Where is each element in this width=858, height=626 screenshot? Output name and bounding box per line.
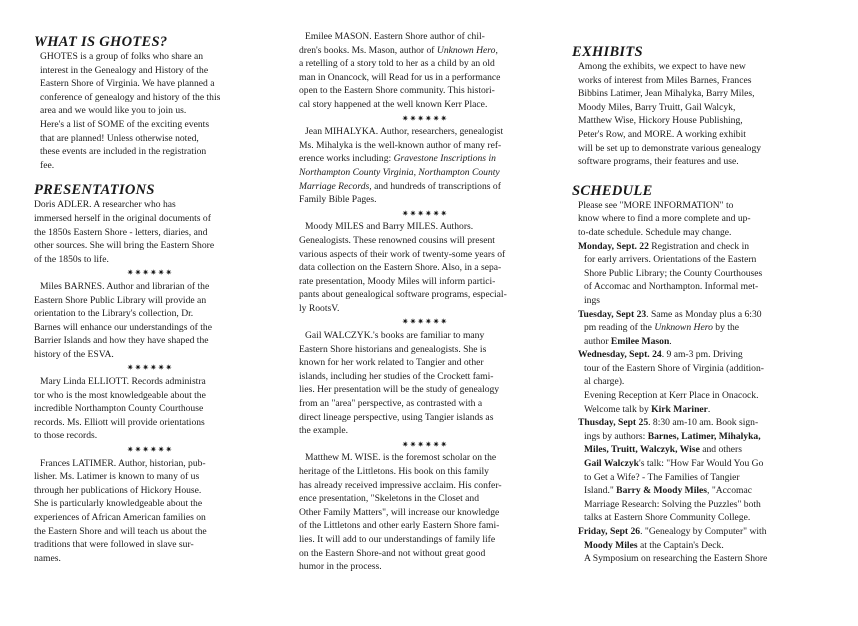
separator-stars: ✷✷✷✷✷✷ bbox=[126, 268, 174, 278]
schedule-intro: Please see "MORE INFORMATION" to know where to find a more complete and up- to-date schedule. Schedule may change. bbox=[578, 199, 751, 238]
presenter-miles: Moody MILES and Barry MILES. Authors. Genealogists. These renowned cousins will present various aspects of their work of twenty-some years of data collection on the Eastern Shore. Also, in a sepa- rate presentation, Moody Miles will inform partici- pants about genealogical software programs, especial- ly RootsV. bbox=[299, 221, 507, 314]
presenter-mihalyka: Jean MIHALYKA. Author, researchers, genealogist Ms. Mihalyka is the well-known author of many ref- erence works including: Gravestone Inscriptions in Northampton County Virginia, Northampton County Marriage Records, and hundreds of transcriptions of Family Bible Pages. bbox=[299, 126, 504, 206]
separator-stars: ✷✷✷✷✷✷ bbox=[401, 113, 449, 123]
exhibits-paragraph: Among the exhibits, we expect to have new works of interest from Miles Barnes, Frances Bibbins Latimer, Jean Mihalyka, Barry Miles, Moody Miles, Barry Truitt, Gail Walcyk, Matthew Wise, Hickory House Publishing, Peter's Row, and MORE. A working exhibit will be set up to demonstrate various genealogy software programs, their features and use. bbox=[578, 61, 762, 168]
schedule-thursday: Thusday, Sept 25. 8:30 am-10 am. Book sign- ings by authors: Barnes, Latimer, Mihalyka, Miles, Truitt, Walczyk, Wise and others Gail Walczyk's talk: "How Far Would You Go to Get a Wife? - The Families of Tangier Island." Barry & Moody Miles, "Accomac Marriage Research: Solving the Puzzles" both talks at Eastern Shore Community College. bbox=[578, 417, 764, 524]
heading-schedule: SCHEDULE bbox=[572, 182, 653, 199]
separator-stars: ✷✷✷✷✷✷ bbox=[401, 439, 449, 449]
heading-presentations: PRESENTATIONS bbox=[34, 182, 155, 199]
presenter-wise: Matthew M. WISE. is the foremost scholar on the heritage of the Littletons. His book on this family has already received impressive acclaim. His confer- ence presentation, "Skeletons in the Closet and Other Family Matters", will increase our knowledge of the Littletons and other early Eastern Shore fami- lies. It will add to our understandings of family life on the Eastern Shore-and not without great good humor in the process. bbox=[299, 452, 502, 573]
schedule-monday: Monday, Sept. 22 Registration and check in for early arrivers. Orientations of the Eastern Shore Public Library; the County Courthouses of Accomac and Northampton. Informal met- ings bbox=[578, 240, 763, 306]
presenter-mason: Emilee MASON. Eastern Shore author of chil- dren's books. Ms. Mason, author of Unknown Hero, a retelling of a story told to her as a child by an old man in Onancock, will Read for us in a performance open to the Eastern Shore community. This histori- cal story happened at the well known Kerr Place. bbox=[299, 31, 501, 110]
column-middle bbox=[299, 30, 551, 574]
separator-stars: ✷✷✷✷✷✷ bbox=[126, 363, 174, 373]
schedule-friday: Friday, Sept 26. "Genealogy by Computer" with Moody Miles at the Captain's Deck. A Symposium on researching the Eastern Shore bbox=[578, 526, 768, 565]
heading-what-is-ghotes: WHAT IS GHOTES? bbox=[34, 34, 168, 50]
presenter-barnes: Miles BARNES. Author and librarian of the Eastern Shore Public Library will provide an orientation to the Library's collection, Dr. Barnes will enhance our understandings of the Barrier Islands and how they have shaped the history of the ESVA. bbox=[34, 280, 212, 360]
heading-exhibits: EXHIBITS bbox=[572, 44, 643, 60]
separator-stars: ✷✷✷✷✷✷ bbox=[126, 445, 174, 455]
column-right bbox=[572, 44, 786, 566]
presenter-elliott: Mary Linda ELLIOTT. Records administra tor who is the most knowledgeable about the incredible Northampton County Courthouse records. Ms. Elliott will provide orientations to those records. bbox=[34, 376, 206, 442]
presenter-walczyk: Gail WALCZYK.'s books are familiar to many Eastern Shore historians and genealogists. She is known for her work related to Tangier and other islands, including her studies of the Crockett fami- lies. Her presentation will be the study of genealogy from an "area" perspective, as contrasted with a direct lineage perspective, using Tangier islands as the example. bbox=[299, 330, 500, 437]
presenter-adler: Doris ADLER. A researcher who has immersed herself in the original documents of the 1850s Eastern Shore - letters, diaries, and other sources. She will bring the Eastern Shore of the 1850s to life. bbox=[34, 199, 215, 265]
intro-paragraph: GHOTES is a group of folks who share an interest in the Genealogy and History of the Eastern Shore of Virginia. We have planned a conference of genealogy and history of the this area and we would like you to join us. Here's a list of SOME of the exciting events that are planned! Unless otherwise noted, these events are included in the registration fee. bbox=[40, 51, 221, 171]
presenter-latimer: Frances LATIMER. Author, historian, pub- lisher. Ms. Latimer is known to many of us through her publications of Hickory House. She is particularly knowledgeable about the experiences of African American families on the Eastern Shore and will teach us about the traditions that were followed in slave sur- names. bbox=[34, 457, 207, 564]
separator-stars: ✷✷✷✷✷✷ bbox=[401, 317, 449, 327]
column-left bbox=[34, 34, 266, 565]
schedule-tuesday: Tuesday, Sept 23. Same as Monday plus a 6:30 pm reading of the Unknown Hero by the author Emilee Mason. bbox=[578, 308, 762, 347]
separator-stars: ✷✷✷✷✷✷ bbox=[401, 208, 449, 218]
schedule-wednesday: Wednesday, Sept. 24. 9 am-3 pm. Driving tour of the Eastern Shore of Virginia (addition- al charge). Evening Reception at Kerr Place in Onacock. Welcome talk by Kirk Mariner. bbox=[578, 349, 764, 415]
